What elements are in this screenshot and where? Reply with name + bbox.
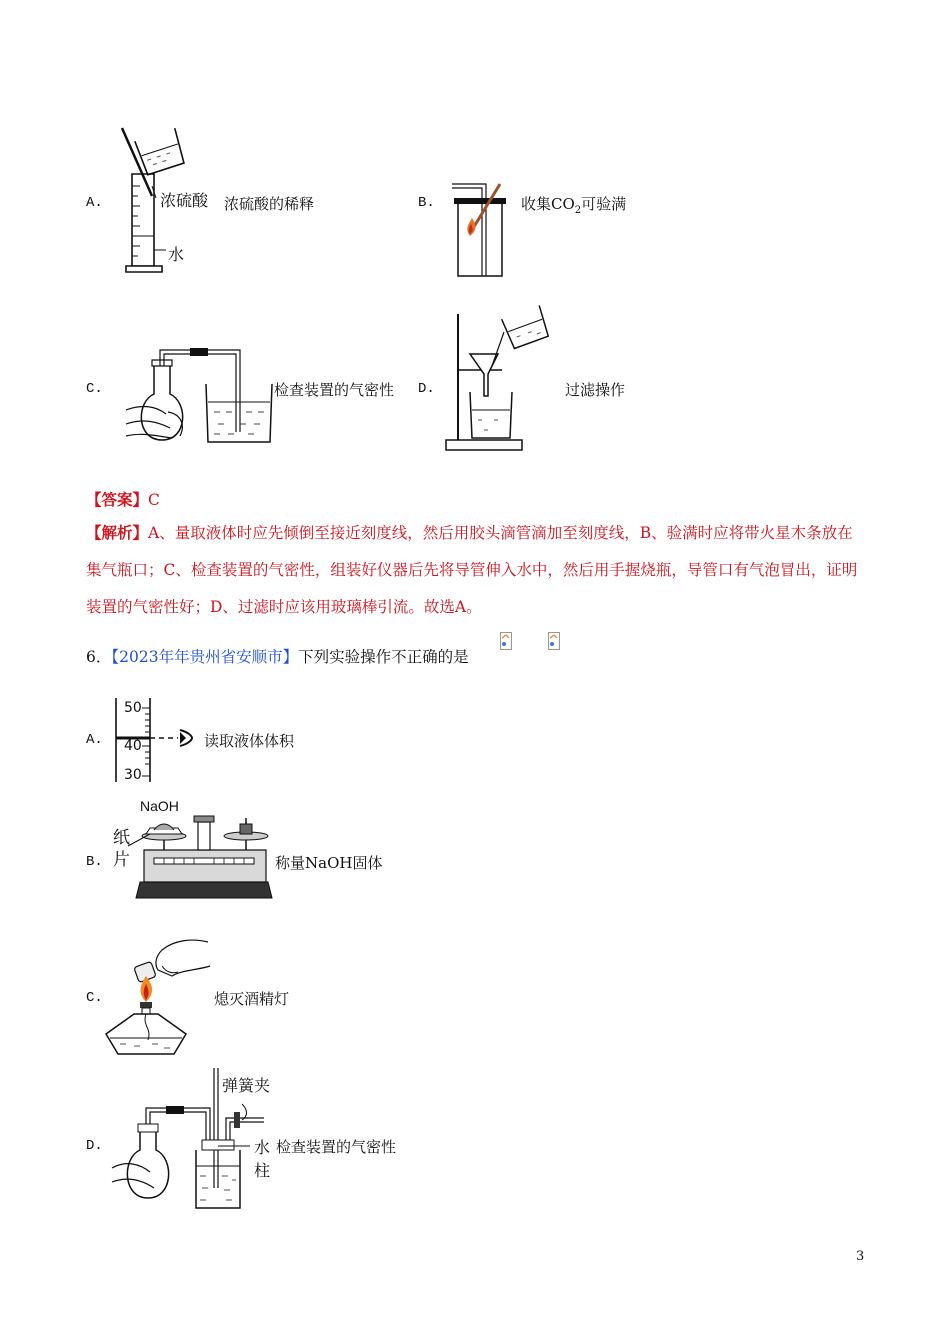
answer-line — [86, 488, 160, 510]
alcohol-lamp-figure — [112, 936, 212, 1056]
airtightness-figure — [122, 344, 272, 450]
label-paper-2: 片 — [113, 850, 130, 870]
tick-label-50: 50 — [124, 700, 142, 716]
tick-label-40: 40 — [124, 738, 142, 754]
gas-jar-figure — [450, 178, 510, 280]
q6-number: 6． — [86, 648, 112, 666]
q6-option-b-text: 称量NaOH固体 — [275, 854, 383, 872]
q6-option-c-text: 熄灭酒精灯 — [214, 990, 290, 1008]
label-naoh: NaOH — [140, 798, 179, 814]
q5-option-a-letter: A. — [86, 195, 103, 211]
q5-option-d-text: 过滤操作 — [565, 381, 626, 399]
q6-option-a-text: 读取液体体积 — [204, 732, 295, 750]
q6-option-b-letter: B. — [86, 854, 103, 870]
label-spring-clamp: 弹簧夹 — [222, 1076, 271, 1095]
q6-stem-text: 下列实验操作不正确的是 — [298, 648, 469, 666]
q5-option-b-text: 收集$CO_2$可验满 — [521, 195, 627, 216]
q6-option-d-text: 检查装置的气密性 — [276, 1138, 397, 1156]
explanation-label: 【解析】 — [86, 523, 149, 542]
q6-option-a-letter: A. — [86, 732, 103, 748]
broken-image-icon — [500, 632, 512, 650]
answer-value: C — [148, 491, 160, 509]
label-water-column-1: 水 — [254, 1138, 271, 1157]
q5-option-d-letter: D. — [418, 381, 435, 397]
label-water: 水 — [168, 245, 185, 264]
q5-option-b-letter: B. — [418, 195, 435, 211]
tick-label-30: 30 — [124, 767, 142, 783]
page-number: 3 — [856, 1249, 865, 1264]
label-water-column-2: 柱 — [254, 1161, 271, 1180]
q6-stem — [86, 645, 469, 667]
q6-source: 【2023年年贵州省安顺市】 — [111, 648, 299, 666]
q6-option-c-letter: C. — [86, 990, 103, 1006]
label-conc-sulfuric: 浓硫酸 — [160, 191, 209, 210]
explanation-text: A、量取液体时应先倾倒至接近刻度线，然后用胶头滴管滴加至刻度线，B、验满时应将带火星木条放在集气瓶口；C、检查装置的气密性，组装好仪器后先将导管伸入水中，然后用手握烧瓶，导管口有气泡冒出，证明装置的气密性好；D、过滤时应该用玻璃棒引流。故选A。 — [86, 524, 858, 616]
explanation-paragraph — [86, 514, 866, 626]
filtration-figure — [444, 304, 554, 452]
q5-option-a-text: 浓硫酸的稀释 — [224, 195, 315, 213]
broken-image-icon — [548, 632, 560, 650]
answer-label: 【答案】 — [86, 490, 149, 509]
q6-option-d-letter: D. — [86, 1138, 103, 1154]
q5-option-c-letter: C. — [86, 381, 103, 397]
balance-figure — [134, 812, 274, 902]
q5-option-c-text: 检查装置的气密性 — [274, 381, 395, 399]
label-paper-1: 纸 — [113, 828, 130, 848]
